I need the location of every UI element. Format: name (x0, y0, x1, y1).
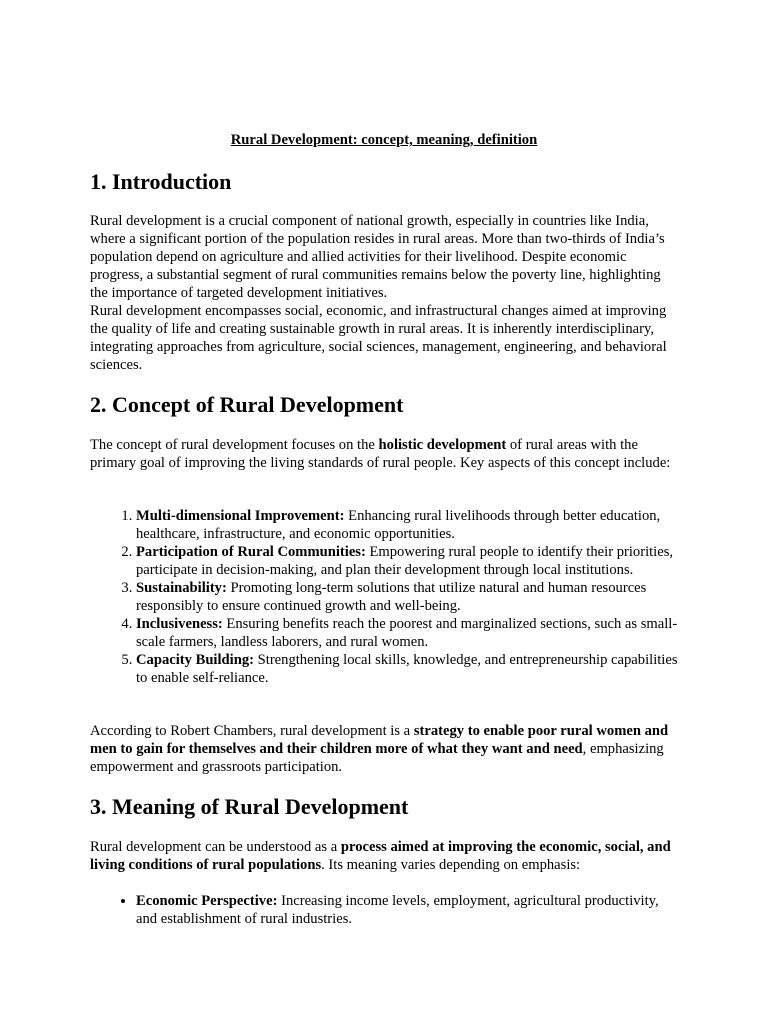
list-item-text: Empowering rural people to identify their priorities, participate in decision-making, and plan their development through local institutions. (136, 544, 674, 578)
list-item-term: Multi-dimensional Improvement: (136, 508, 345, 524)
meaning-paragraph-1 (90, 838, 682, 874)
list-item-term: Capacity Building: (136, 652, 254, 668)
list-item-text: Strengthening local skills, knowledge, and entrepreneurship capabilities to enable self-reliance. (136, 652, 678, 686)
list-item (136, 507, 682, 543)
list-item-text: Enhancing rural livelihoods through better education, healthcare, infrastructure, and economic opportunities. (136, 508, 661, 542)
meaning-p1-bold: process aimed at improving the economic, social, and living conditions of rural populations (90, 839, 671, 873)
concept-paragraph-1 (90, 436, 682, 472)
list-item (136, 543, 682, 579)
intro-paragraph-2: Rural development encompasses social, economic, and infrastructural changes aimed at improving the quality of life and creating sustainable growth in rural areas. It is inherently interdisciplinary, integrating approaches from agriculture, social sciences, management, engineering, and behavioral sciences. (90, 303, 667, 373)
list-item-term: Sustainability: (136, 580, 227, 596)
heading-meaning: 3. Meaning of Rural Development (90, 794, 409, 819)
list-item-text: Increasing income levels, employment, agricultural productivity, and establishment of rural industries. (136, 893, 659, 927)
list-item (136, 651, 682, 687)
heading-introduction: 1. Introduction (90, 169, 232, 194)
concept-p1-post: of rural areas with the primary goal of improving the living standards of rural people. Key aspects of this concept include: (90, 437, 671, 471)
concept-p2-post: , emphasizing empowerment and grassroots participation. (90, 741, 664, 775)
concept-p1-pre: The concept of rural development focuses on the (90, 437, 379, 453)
list-item-term: Inclusiveness: (136, 616, 223, 632)
concept-p2-pre: According to Robert Chambers, rural development is a (90, 723, 414, 739)
meaning-p1-post: . Its meaning varies depending on emphasis: (321, 857, 581, 873)
heading-concept: 2. Concept of Rural Development (90, 392, 404, 417)
concept-aspects-list (90, 507, 682, 687)
list-item-text: Ensuring benefits reach the poorest and marginalized sections, such as small-scale farmers, landless laborers, and rural women. (136, 616, 678, 650)
list-item-text: Promoting long-term solutions that utilize natural and human resources responsibly to ensure continued growth and well-being. (136, 580, 647, 614)
meaning-perspectives-list (90, 892, 682, 928)
document-title: Rural Development: concept, meaning, definition (230, 132, 538, 148)
concept-p1-bold: holistic development (378, 437, 507, 453)
meaning-p1-pre: Rural development can be understood as a (90, 839, 341, 855)
list-item (136, 579, 682, 615)
list-item (136, 892, 682, 928)
list-item (136, 615, 682, 651)
intro-paragraph-1: Rural development is a crucial component of national growth, especially in countries like India, where a significant portion of the population resides in rural areas. More than two-thirds of India’s population depend on agriculture and allied activities for their livelihood. Despite economic progress, a substantial segment of rural communities remains below the poverty line, highlighting the importance of targeted development initiatives. (90, 213, 665, 301)
list-item-term: Economic Perspective: (136, 893, 278, 909)
concept-paragraph-2 (90, 722, 682, 776)
list-item-term: Participation of Rural Communities: (136, 544, 366, 560)
concept-p2-bold: strategy to enable poor rural women and men to gain for themselves and their children more of what they want and need (90, 723, 669, 757)
